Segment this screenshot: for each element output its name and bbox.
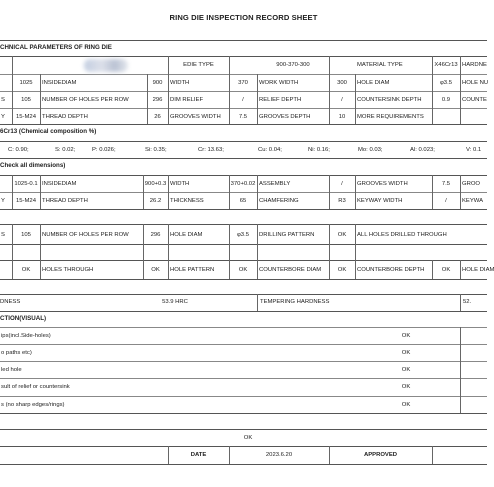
cell: NUMBER OF HOLES PER ROW: [42, 97, 129, 103]
cell: RELIEF DEPTH: [259, 97, 302, 103]
tempering-hardness-label: TEMPERING HARDNESS: [260, 299, 330, 305]
section-visual: CTION(VISUAL): [0, 315, 47, 322]
cell: 370: [238, 80, 248, 86]
cell: 300: [337, 80, 347, 86]
cell: DIM RELIEF: [170, 97, 204, 103]
redacted-name: [84, 59, 128, 72]
cell: INSIDEDIAM: [42, 181, 77, 187]
cell: WORK WIDTH: [259, 80, 299, 86]
rule: [355, 74, 356, 124]
rule: [0, 344, 487, 345]
rule: [0, 158, 487, 159]
chem-c: C: 0.90;: [8, 147, 29, 153]
rule: [460, 294, 461, 311]
rule: [0, 124, 487, 125]
rule: [0, 396, 487, 397]
rule: [257, 74, 258, 124]
cell: ASSEMBLY: [259, 181, 291, 187]
rule: [0, 56, 487, 57]
cell: 15-M24: [16, 198, 36, 204]
rule: [0, 108, 487, 109]
cell: φ3.5: [439, 80, 452, 86]
cell: 15-M24: [16, 114, 36, 120]
rule: [40, 74, 41, 124]
date-value: 2023.6.20: [265, 452, 293, 458]
cell: 105: [21, 232, 31, 238]
visual-result: OK: [401, 384, 411, 390]
hardness-value: 53.9 HRC: [162, 299, 188, 305]
visual-item: s (no sharp edges/rings): [1, 402, 65, 408]
rule: [0, 464, 487, 465]
rule: [0, 361, 487, 362]
cell: OK: [337, 267, 347, 273]
cell: R3: [338, 198, 346, 204]
cell: THICKNESS: [170, 198, 204, 204]
cell: /: [341, 97, 343, 103]
hardness-label: HARDNE: [462, 62, 487, 68]
rule: [0, 294, 487, 295]
cell: 65: [239, 198, 247, 204]
date-label: DATE: [190, 452, 207, 458]
cell: 26.2: [149, 198, 162, 204]
cell: 296: [150, 232, 161, 238]
chem-s: S: 0.02;: [55, 147, 76, 153]
visual-result: OK: [401, 367, 411, 373]
cell: ALL HOLES DRILLED THROUGH: [357, 232, 447, 238]
cell: OK: [238, 267, 248, 273]
die-type-label: EDIE TYPE: [183, 62, 214, 68]
visual-result: OK: [401, 350, 411, 356]
rule: [40, 175, 41, 209]
rule: [355, 224, 356, 279]
rule: [0, 91, 487, 92]
visual-item: ips(incl.Side-holes): [1, 333, 51, 339]
chem-cr: Cr: 13.63;: [198, 147, 224, 153]
rule: [168, 175, 169, 209]
section-technical: CHNICAL PARAMETERS OF RING DIE: [0, 44, 112, 51]
cell: HOLES THROUGH: [42, 267, 94, 273]
cell: 370+0.02: [230, 181, 256, 187]
cell: 1025: [19, 80, 33, 86]
visual-item: led hole: [1, 367, 22, 373]
cell: WIDTH: [170, 181, 190, 187]
rule: [0, 260, 487, 261]
chem-si: Si: 0.35;: [145, 147, 167, 153]
cell: HOLE DIAM: [170, 232, 203, 238]
material-type-label: MATERIAL TYPE: [357, 62, 403, 68]
cell: φ3.5: [236, 232, 249, 238]
cell: /: [242, 97, 244, 103]
cell: HOLE PATTERN: [170, 267, 215, 273]
die-type-value: 900-370-300: [276, 62, 310, 68]
cell: CHAMFERING: [259, 198, 299, 204]
cell: COUNTERSINK DEPTH: [357, 97, 422, 103]
approved-label: APPROVED: [363, 452, 398, 458]
rule: [0, 429, 487, 430]
rule: [0, 209, 487, 210]
cell: KEYWA: [462, 198, 484, 204]
cell: S: [1, 97, 5, 103]
chem-al: Al: 0.023;: [410, 147, 435, 153]
rule: [257, 224, 258, 279]
rule: [0, 141, 487, 142]
cell: 0.9: [441, 97, 451, 103]
chem-p: P: 0.026;: [92, 147, 116, 153]
cell: COUNTERBORE DIAM: [259, 267, 322, 273]
material-type-value: X46Cr13: [434, 62, 458, 68]
cell: 10: [338, 114, 346, 120]
rule: [40, 224, 41, 279]
rule: [0, 192, 487, 193]
rule: [168, 224, 169, 279]
rule: [257, 294, 258, 311]
cell: 900+0.3: [144, 181, 167, 187]
cell: DRILLING PATTERN: [259, 232, 315, 238]
overall-result: OK: [243, 435, 253, 441]
chem-cu: Cu: 0.04;: [258, 147, 282, 153]
section-dimensions: Check all dimensions): [0, 162, 66, 169]
rule: [0, 311, 487, 312]
rule: [460, 175, 461, 209]
rule: [460, 56, 461, 124]
rule: [355, 175, 356, 209]
rule: [460, 260, 461, 279]
chem-ni: Ni: 0.16;: [308, 147, 330, 153]
cell: GROOVES DEPTH: [259, 114, 311, 120]
rule: [257, 175, 258, 209]
rule: [0, 40, 487, 41]
cell: KEYWAY WIDTH: [357, 198, 403, 204]
rule: [0, 446, 487, 447]
cell: THREAD DEPTH: [42, 114, 88, 120]
rule: [0, 279, 487, 280]
rule: [0, 175, 487, 176]
rule: [460, 327, 461, 413]
cell: OK: [21, 267, 31, 273]
rule: [0, 74, 487, 75]
cell: /: [341, 181, 343, 187]
cell: Y: [1, 114, 5, 120]
sheet-title: RING DIE INSPECTION RECORD SHEET: [169, 13, 318, 22]
cell: /: [445, 198, 447, 204]
visual-item: sult of relief or countersink: [1, 384, 70, 390]
chem-mo: Mo: 0.03;: [358, 147, 383, 153]
cell: OK: [441, 267, 451, 273]
rule: [0, 327, 487, 328]
cell: 1025-0.1: [14, 181, 38, 187]
cell: 105: [21, 97, 31, 103]
cell: NUMBER OF HOLES PER ROW: [42, 232, 129, 238]
cell: HOLE NU: [462, 80, 489, 86]
section-chemical: 6Cr13 (Chemical composition %): [0, 128, 97, 135]
cell: 900: [152, 80, 163, 86]
cell: HOLE DIAM: [462, 267, 494, 273]
cell: HOLE DIAM: [357, 80, 390, 86]
rule: [0, 413, 487, 414]
cell: 7.5: [238, 114, 248, 120]
cell: INSIDEDIAM: [42, 80, 77, 86]
section-hardness: DNESS: [0, 299, 21, 305]
rule: [0, 378, 487, 379]
cell: GROO: [462, 181, 480, 187]
visual-result: OK: [401, 402, 411, 408]
cell: Y: [1, 198, 5, 204]
visual-item: o paths etc): [1, 350, 32, 356]
chem-v: V: 0.1: [466, 147, 482, 153]
rule: [0, 224, 487, 225]
cell: 26: [154, 114, 161, 120]
cell: WIDTH: [170, 80, 190, 86]
cell: 296: [152, 97, 163, 103]
tempering-hardness-value: 52.: [463, 299, 472, 305]
rule: [0, 244, 487, 245]
cell: GROOVES WIDTH: [170, 114, 221, 120]
cell: S: [1, 232, 5, 238]
cell: COUNTERBORE DEPTH: [357, 267, 425, 273]
cell: OK: [151, 267, 160, 273]
cell: 7.5: [441, 181, 451, 187]
rule: [432, 446, 433, 464]
cell: COUNTE: [462, 97, 487, 103]
cell: MORE REQUIREMENTS: [357, 114, 424, 120]
cell: OK: [337, 232, 347, 238]
cell: GROOVES WIDTH: [357, 181, 408, 187]
cell: THREAD DEPTH: [42, 198, 88, 204]
visual-result: OK: [401, 333, 411, 339]
